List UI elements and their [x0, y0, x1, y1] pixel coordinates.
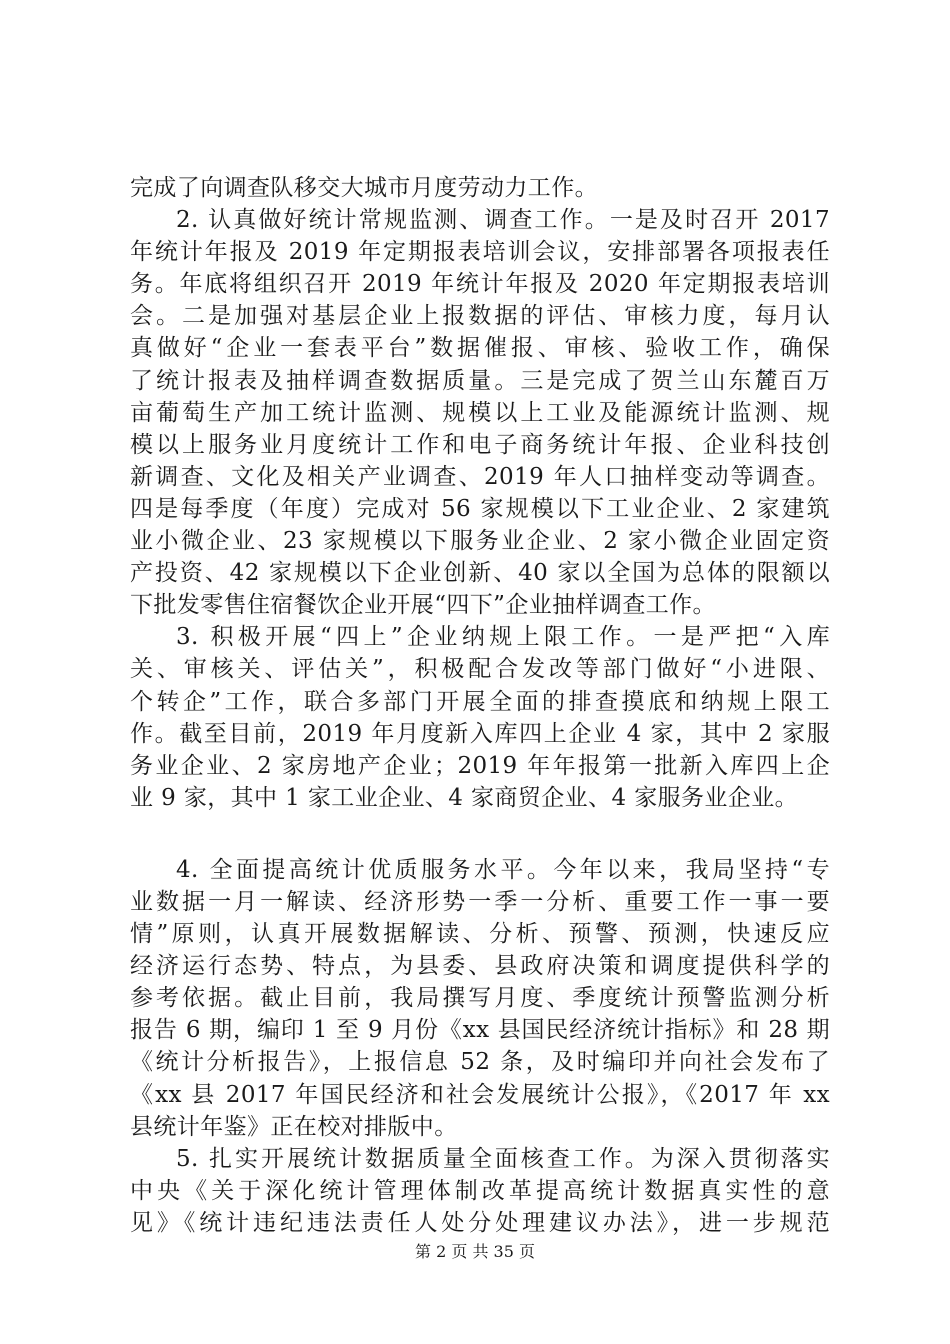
text-line: 亩葡萄生产加工统计监测、规模以上工业及能源统计监测、规 [130, 399, 830, 426]
text-line: 产投资、42 家规模以下企业创新、40 家以全国为总体的限额以 [130, 560, 830, 587]
paragraph-5 [130, 1143, 830, 1239]
text-line: 务。年底将组织召开 2019 年统计年报及 2020 年定期报表培训 [130, 271, 830, 298]
text-line: 业 9 家，其中 1 家工业企业、4 家商贸企业、4 家服务业企业。 [130, 784, 798, 811]
text-line: 业数据一月一解读、经济形势一季一分析、重要工作一事一要 [130, 888, 830, 915]
text-line: 新调查、文化及相关产业调查、2019 年人口抽样变动等调查。 [130, 463, 830, 490]
text-line: 四是每季度（年度）完成对 56 家规模以下工业企业、2 家建筑 [130, 495, 830, 522]
paragraph-4 [130, 854, 830, 1143]
text-line: 业小微企业、23 家规模以下服务业企业、2 家小微企业固定资 [130, 528, 830, 555]
paragraph-3 [130, 621, 830, 814]
paragraph-2 [130, 204, 830, 621]
text-line: 下批发零售住宿餐饮企业开展“四下”企业抽样调查工作。 [130, 592, 716, 619]
page-number-footer: 第 2 页 共 35 页 [415, 1242, 535, 1261]
text-line: 经济运行态势、特点，为县委、县政府决策和调度提供科学的 [130, 953, 830, 980]
text-line: 《统计分析报告》，上报信息 52 条，及时编印并向社会发布了 [130, 1049, 830, 1076]
text-line: 年统计年报及 2019 年定期报表培训会议，安排部署各项报表任 [130, 239, 830, 266]
paragraph-gap [130, 814, 830, 854]
text-line: 模以上服务业月度统计工作和电子商务统计年报、企业科技创 [130, 431, 830, 458]
text-line: 《xx 县 2017 年国民经济和社会发展统计公报》，《2017 年 xx [130, 1081, 830, 1108]
paragraph-continuation [130, 172, 830, 204]
text-line: 2. 认真做好统计常规监测、调查工作。一是及时召开 2017 [176, 207, 830, 234]
text-line: 作。截至目前，2019 年月度新入库四上企业 4 家，其中 2 家服 [130, 720, 830, 747]
text-line: 5. 扎实开展统计数据质量全面核查工作。为深入贯彻落实 [176, 1145, 830, 1172]
text-line: 情”原则，认真开展数据解读、分析、预警、预测，快速反应 [130, 921, 830, 948]
text-line: 4. 全面提高统计优质服务水平。今年以来，我局坚持“专 [176, 856, 830, 883]
text-line: 会。二是加强对基层企业上报数据的评估、审核力度，每月认 [130, 303, 830, 330]
text-line: 了统计报表及抽样调查数据质量。三是完成了贺兰山东麓百万 [130, 367, 830, 394]
text-line: 务业企业、2 家房地产企业；2019 年年报第一批新入库四上企 [130, 752, 830, 779]
text-line: 完成了向调查队移交大城市月度劳动力工作。 [130, 175, 598, 201]
text-line: 见》《统计违纪违法责任人处分处理建议办法》，进一步规范 [130, 1209, 830, 1236]
document-body [130, 172, 830, 1239]
text-line: 参考依据。截止目前，我局撰写月度、季度统计预警监测分析 [130, 985, 830, 1012]
text-line: 个转企”工作，联合多部门开展全面的排查摸底和纳规上限工 [130, 688, 830, 715]
text-line: 县统计年鉴》正在校对排版中。 [130, 1113, 458, 1140]
text-line: 报告 6 期，编印 1 至 9 月份《xx 县国民经济统计指标》和 28 期 [130, 1017, 830, 1044]
text-line: 中央《关于深化统计管理体制改革提高统计数据真实性的意 [130, 1177, 830, 1204]
text-line: 关、审核关、评估关”，积极配合发改等部门做好“小进限、 [130, 656, 830, 683]
text-line: 3. 积极开展“四上”企业纳规上限工作。一是严把“入库 [176, 624, 830, 651]
text-line: 真做好“企业一套表平台”数据催报、审核、验收工作，确保 [130, 335, 830, 362]
